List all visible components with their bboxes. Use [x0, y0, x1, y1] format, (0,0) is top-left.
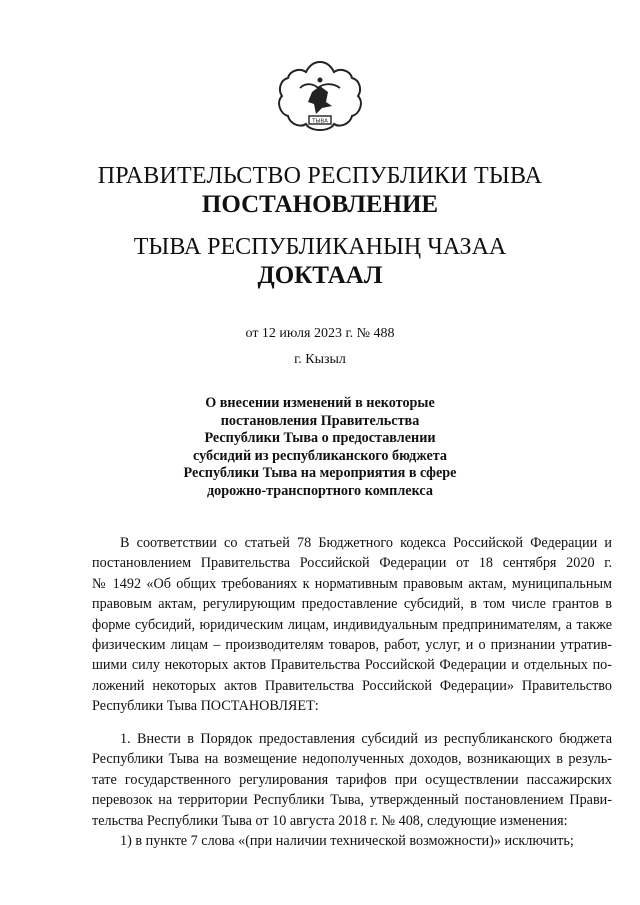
subject-line: дорожно-транспортного комплекса: [206, 482, 433, 499]
text-line: тельства Республики Тыва от 10 августа 2018 г. № 408, следующие изменения:: [92, 812, 568, 829]
text-line: форме субсидий, юридическим лицам, индивидуальным предпринимателям, а также: [92, 616, 612, 633]
text-line: ложений некоторых актов Правительства Российской Федерации» Правительство: [92, 677, 612, 694]
document-subject: [0, 395, 640, 501]
subitem-1-paragraph: [92, 831, 612, 851]
text-line: Республики Тыва на возмещение недополученных доходов, возникающих в резуль-: [92, 751, 612, 768]
subject-line: постановления Правительства: [220, 412, 420, 429]
subject-line: О внесении изменений в некоторые: [205, 395, 435, 411]
item-1-paragraph: [92, 729, 612, 831]
text-line: физическим лицам – производителям товаров, работ, услуг, и о признании утратив-: [92, 636, 612, 653]
text-line: тате государственного регулирования тарифов при осуществлении пассажирских: [92, 771, 612, 788]
text-line: В соответствии со статьей 78 Бюджетного кодекса Российской Федерации и: [120, 535, 612, 551]
city: г. Кызыл: [294, 352, 346, 367]
government-title-tyv: ТЫВА РЕСПУБЛИКАНЫҢ ЧАЗАА: [133, 234, 507, 260]
svg-text:ТЫВА: ТЫВА: [312, 118, 328, 125]
text-line: перевозок на территории Республики Тыва, утвержденный постановлением Прави-: [92, 792, 612, 809]
text-line: 1) в пункте 7 слова «(при наличии технической возможности)» исключить;: [120, 833, 574, 849]
text-line: правовым актам, регулирующим предоставление субсидий, в том числе грантов в: [92, 596, 612, 613]
text-line: 1. Внести в Порядок предоставления субсидий из республиканского бюджета: [120, 731, 612, 747]
emblem-of-tuva-icon: [276, 58, 364, 140]
subject-line: субсидий из республиканского бюджета: [193, 447, 447, 464]
text-line: № 1492 «Об общих требованиях к нормативным правовым актам, муниципальным: [92, 575, 612, 592]
preamble-paragraph: [92, 533, 612, 717]
subject-line: Республики Тыва о предоставлении: [204, 430, 436, 447]
text-line: шими силу некоторых актов Правительства Российской Федерации и отдельных по-: [92, 657, 612, 674]
subject-line: Республики Тыва на мероприятия в сфере: [183, 465, 457, 482]
document-type-tyv: ДОКТААЛ: [257, 262, 383, 289]
document-type-ru: ПОСТАНОВЛЕНИЕ: [201, 191, 439, 218]
text-line: постановлением Правительства Российской Федерации от 18 сентября 2020 г.: [92, 555, 612, 572]
date-and-number: от 12 июля 2023 г. № 488: [245, 326, 395, 341]
government-title-ru: ПРАВИТЕЛЬСТВО РЕСПУБЛИКИ ТЫВА: [97, 163, 543, 189]
text-line: Республики Тыва ПОСТАНОВЛЯЕТ:: [92, 698, 319, 715]
